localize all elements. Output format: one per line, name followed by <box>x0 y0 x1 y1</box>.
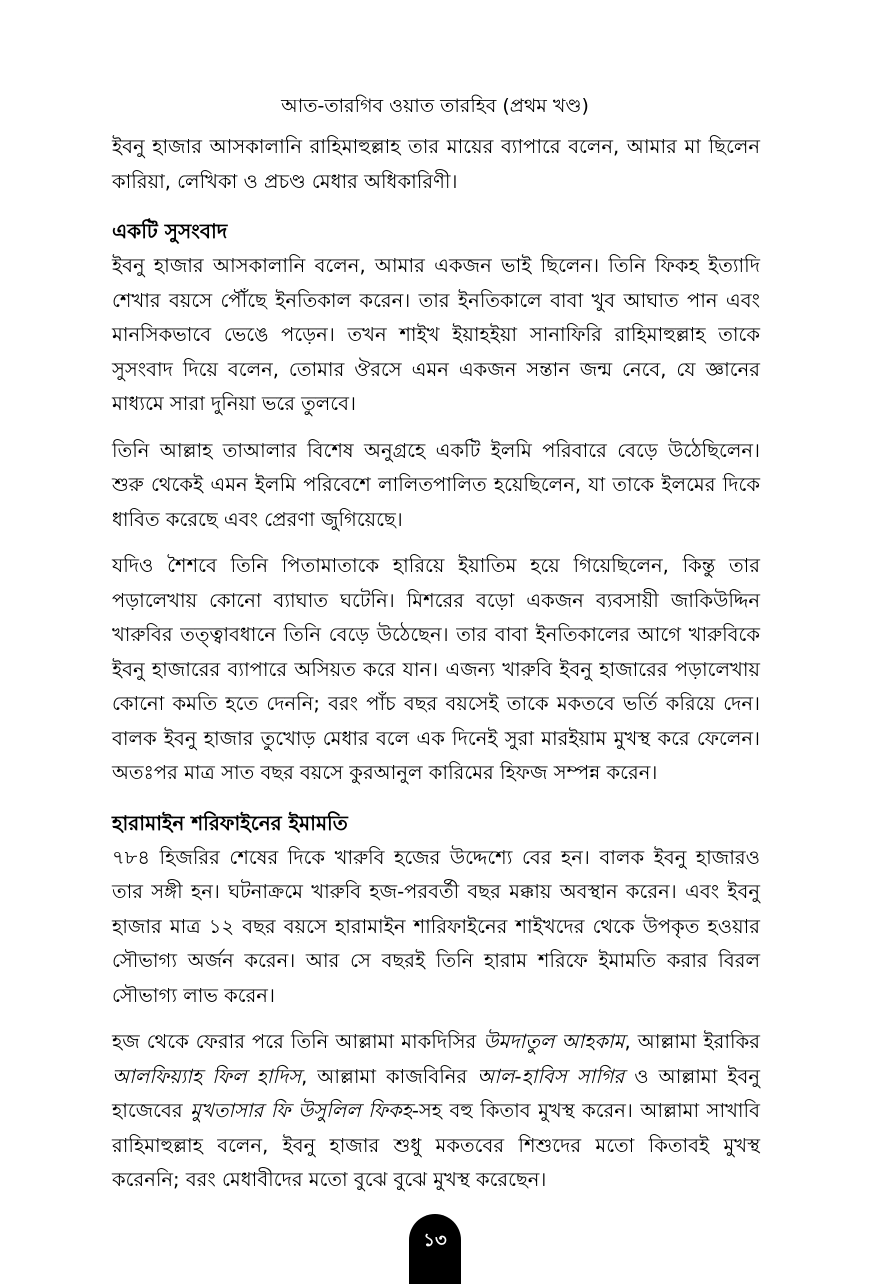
text-run: ও আল্লামা ইবনু হাজেবের <box>112 1064 760 1122</box>
running-header: আত-তারগিব ওয়াত তারহিব (প্রথম খণ্ড) <box>281 95 589 117</box>
page-number: ১৩ <box>409 1214 461 1284</box>
section-heading-glad-tidings: একটি সুসংবাদ <box>112 219 228 243</box>
book-title-umdatul-ahkam: উমদাতুল আহকাম <box>483 1030 625 1053</box>
text-run: , আল্লামা ইরাকির <box>624 1030 760 1053</box>
text-run: -সহ বহু কিতাব মুখস্থ করেন। আল্লামা সাখাবি রাহিমাহুল্লাহ বলেন, ইবনু হাজার শুধু মকতবের শিশুদের মতো কিতাবই মুখস্থ করেননি; বরং মেধাবীদের মতো বুঝে বুঝে মুখস্থ করেছেন। <box>112 1099 760 1191</box>
paragraph-orphanhood: যদিও শৈশবে তিনি পিতামাতাকে হারিয়ে ইয়াতিম হয়ে গিয়েছিলেন, কিন্তু তার পড়ালেখায় কোনো ব্যাঘাত ঘটেনি। মিশরের বড়ো একজন ব্যবসায়ী জাকিউদ্দিন খারুবির তত্ত্বাবধানে তিনি বেড়ে উঠেছেন। তার বাবা ইনতিকালের আগে খারুবিকে ইবনু হাজারের ব্যাপারে অসিয়ত করে যান। এজন্য খারুবি ইবনু হাজারের পড়ালেখায় কোনো কমতি হতে দেননি; বরং পাঁচ বছর বয়সেই তাকে মকতবে ভর্তি করিয়ে দেন। বালক ইবনু হাজার তুখোড় মেধার বলে এক দিনেই সুরা মারইয়াম মুখস্থ করে ফেলেন। অতঃপর মাত্র সাত বছর বয়সে কুরআনুল কারিমের হিফজ সম্পন্ন করেন। <box>112 554 760 784</box>
text-run: হজ থেকে ফেরার পরে তিনি আল্লামা মাকদিসির <box>112 1030 484 1053</box>
page-body <box>112 130 760 1204</box>
paragraph-hajj-journey: ৭৮৪ হিজরির শেষের দিকে খারুবি হজের উদ্দেশ্যে বের হন। বালক ইবনু হাজারও তার সঙ্গী হন। ঘটনাক্রমে খারুবি হজ-পরবর্তী বছর মক্কায় অবস্থান করেন। এবং ইবনু হাজার মাত্র ১২ বছর বয়সে হারামাইন শারিফাইনের শাইখদের থেকে উপকৃত হওয়ার সৌভাগ্য অর্জন করেন। আর সে বছরই তিনি হারাম শরিফে ইমামতি করার বিরল সৌভাগ্য লাভ করেন। <box>112 845 760 1007</box>
paragraph-brother: ইবনু হাজার আসকালানি বলেন, আমার একজন ভাই ছিলেন। তিনি ফিকহ ইত্যাদি শেখার বয়সে পৌঁছে ইনতিকাল করেন। তার ইনতিকালে বাবা খুব আঘাত পান এবং মানসিকভাবে ভেঙে পড়েন। তখন শাইখ ইয়াহইয়া সানাফিরি রাহিমাহুল্লাহ তাকে সুসংবাদ দিয়ে বলেন, তোমার ঔরসে এমন একজন সন্তান জন্ম নেবে, যে জ্ঞানের মাধ্যমে সারা দুনিয়া ভরে তুলবে। <box>112 254 760 415</box>
text-run: , আল্লামা কাজবিনির <box>301 1064 478 1088</box>
book-title-al-hawi: আল-হাবিস সাগির <box>477 1064 625 1088</box>
section-heading-haramain-imamate: হারামাইন শরিফাইনের ইমামতি <box>112 810 348 835</box>
book-title-alfiyyah: আলফিয়্যাহ ফিল হাদিস <box>112 1064 302 1088</box>
book-title-mukhtasar: মুখতাসার ফি উসুলিল ফিকহ <box>190 1099 412 1122</box>
paragraph-memorization <box>112 1025 760 1198</box>
paragraph-upbringing: তিনি আল্লাহ তাআলার বিশেষ অনুগ্রহে একটি ইলমি পরিবারে বেড়ে উঠেছিলেন। শুরু থেকেই এমন ইলমি পরিবেশে লালিতপালিত হয়েছিলেন, যা তাকে ইলমের দিকে ধাবিত করেছে এবং প্রেরণা জুগিয়েছে। <box>112 438 760 531</box>
paragraph-mother: ইবনু হাজার আসকালানি রাহিমাহুল্লাহ তার মায়ের ব্যাপারে বলেন, আমার মা ছিলেন কারিয়া, লেখিকা ও প্রচণ্ড মেধার অধিকারিণী। <box>112 135 760 193</box>
